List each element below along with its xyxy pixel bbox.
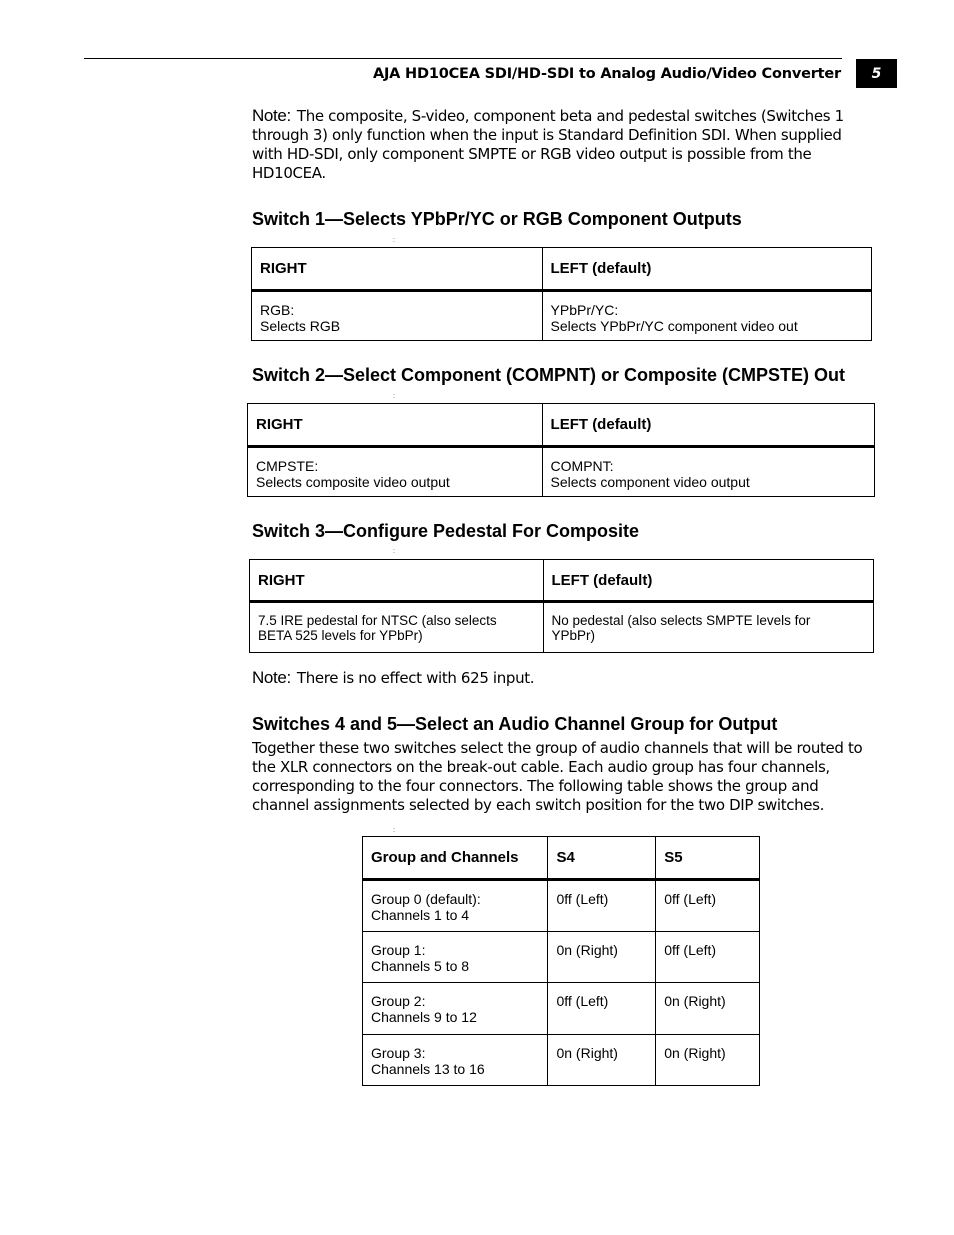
table-cell: [542, 291, 871, 341]
table-cell: [250, 602, 544, 653]
table-cell: [543, 602, 873, 653]
column-header-right: RIGHT: [248, 404, 543, 447]
column-header-left-default: LEFT (default): [543, 560, 873, 602]
group-cell: [363, 880, 548, 932]
cell-line: YPbPr/YC:: [550, 302, 619, 318]
note-label: Note:: [252, 106, 291, 125]
column-header-right: RIGHT: [250, 560, 544, 602]
tick-mark: :: [393, 827, 395, 834]
switch3-table: [249, 559, 874, 653]
switch1-heading: Switch 1—Selects YPbPr/YC or RGB Component Outputs: [252, 209, 742, 229]
switch2-heading: Switch 2—Select Component (COMPNT) or Composite (CMPSTE) Out: [252, 365, 846, 385]
s4-cell: 0ff (Left): [548, 880, 656, 932]
group-cell: [363, 932, 548, 983]
tick-mark: :: [393, 548, 395, 555]
note-label: Note:: [252, 668, 291, 687]
column-header-s4: S4: [548, 837, 656, 880]
note-text: There is no effect with 625 input.: [296, 669, 535, 687]
table-row: [363, 1035, 760, 1086]
cell-line: Selects RGB: [260, 318, 341, 334]
s4-cell: 0n (Right): [548, 1035, 656, 1086]
tick-mark: :: [393, 393, 395, 400]
s5-cell: 0ff (Left): [656, 932, 760, 983]
column-header-right: RIGHT: [252, 248, 543, 291]
channels-label: Channels 1 to 4: [371, 907, 470, 923]
column-header-group-channels: Group and Channels: [363, 837, 548, 880]
group-cell: [363, 983, 548, 1035]
group-label: Group 2:: [371, 993, 426, 1009]
group-label: Group 3:: [371, 1045, 426, 1061]
cell-line: 7.5 IRE pedestal for NTSC (also selects: [258, 613, 497, 628]
s4-cell: 0ff (Left): [548, 983, 656, 1035]
channels-label: Channels 13 to 16: [371, 1061, 485, 1077]
cell-line: Selects YPbPr/YC component video out: [550, 318, 798, 334]
s5-cell: 0n (Right): [656, 983, 760, 1035]
table-cell: [248, 447, 543, 497]
cell-line: COMPNT:: [550, 458, 614, 474]
group-cell: [363, 1035, 548, 1086]
note-text: The composite, S-video, component beta and pedestal switches (Switches 1 through 3) only function when the input is Standard Definition SDI. When supplied with HD-SDI, only component SMPTE or RGB video output is possible from the HD10CEA.: [252, 107, 844, 182]
page-number: 5: [856, 59, 897, 88]
switch45-paragraph: Together these two switches select the group of audio channels that will be routed to the XLR connectors on the break-out cable. Each audio group has four channels, corresponding to the four connectors. The following table shows the group and channel assignments selected by each switch position for the two DIP switches.: [252, 739, 863, 814]
note-paragraph: [252, 106, 862, 183]
cell-line: Selects composite video output: [256, 474, 450, 490]
switch45-heading: Switches 4 and 5—Select an Audio Channel Group for Output: [252, 714, 778, 734]
column-header-left-default: LEFT (default): [542, 404, 874, 447]
cell-line: No pedestal (also selects SMPTE levels for: [551, 613, 811, 628]
group-label: Group 0 (default):: [371, 891, 481, 907]
cell-line: YPbPr): [551, 628, 596, 643]
group-label: Group 1:: [371, 942, 426, 958]
cell-line: CMPSTE:: [256, 458, 319, 474]
switch2-table: [247, 403, 875, 497]
tick-mark: :: [393, 237, 395, 244]
cell-line: Selects component video output: [550, 474, 750, 490]
cell-line: BETA 525 levels for YPbPr): [258, 628, 423, 643]
cell-line: RGB:: [260, 302, 295, 318]
header-rule: [84, 58, 842, 59]
switch3-heading: Switch 3—Configure Pedestal For Composite: [252, 521, 640, 541]
running-header-title: AJA HD10CEA SDI/HD-SDI to Analog Audio/Video Converter: [372, 66, 841, 82]
table-row: [363, 932, 760, 983]
table-cell: [252, 291, 543, 341]
audio-group-table: [362, 836, 760, 1086]
s4-cell: 0n (Right): [548, 932, 656, 983]
column-header-s5: S5: [656, 837, 760, 880]
column-header-left-default: LEFT (default): [542, 248, 871, 291]
switch1-table: [251, 247, 872, 341]
table-row: [363, 983, 760, 1035]
note-paragraph: [252, 668, 862, 688]
s5-cell: 0n (Right): [656, 1035, 760, 1086]
table-cell: [542, 447, 874, 497]
s5-cell: 0ff (Left): [656, 880, 760, 932]
channels-label: Channels 9 to 12: [371, 1009, 477, 1025]
table-row: [363, 880, 760, 932]
channels-label: Channels 5 to 8: [371, 958, 470, 974]
